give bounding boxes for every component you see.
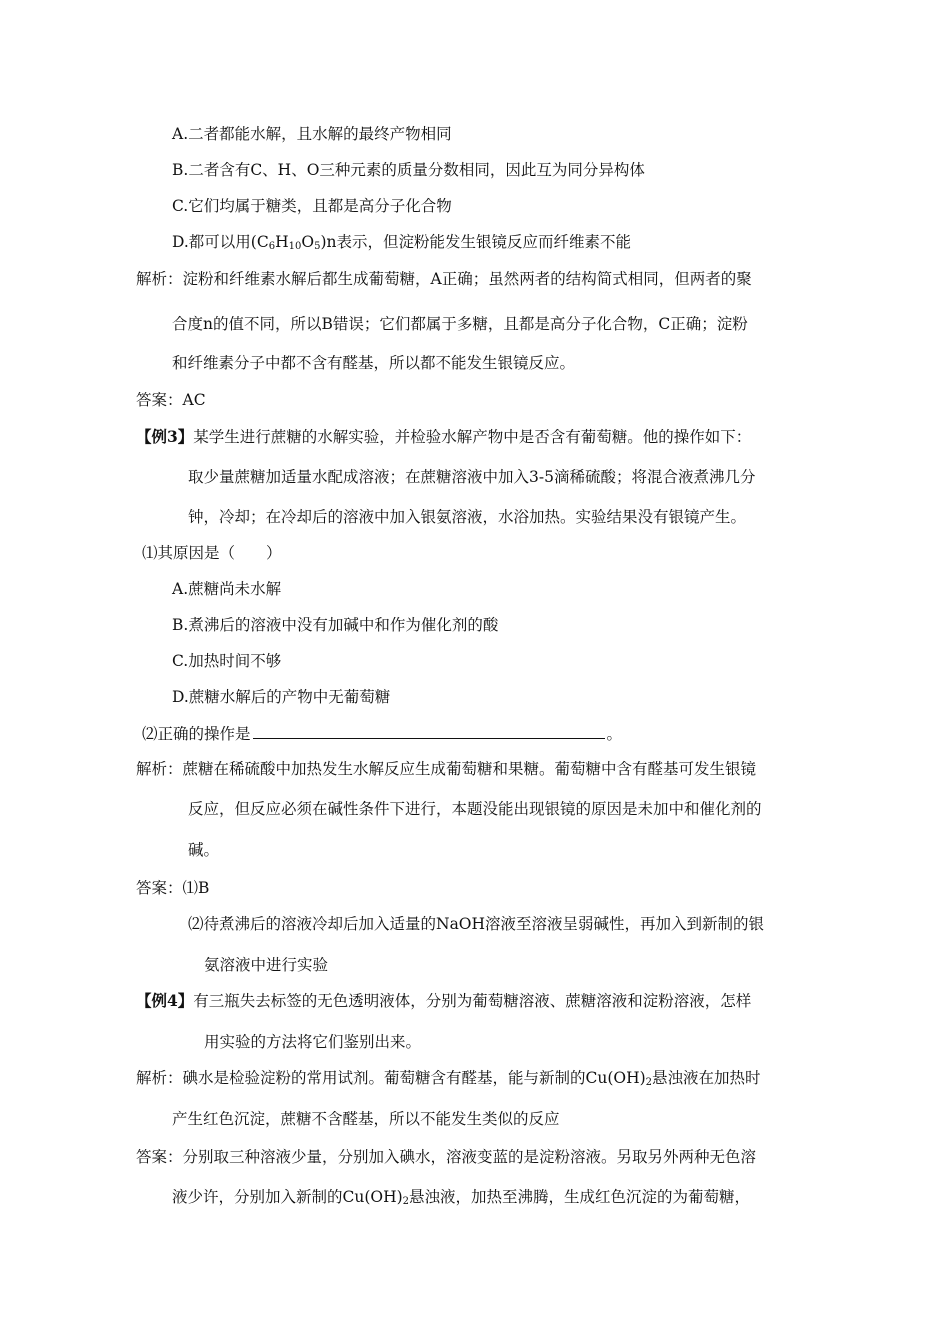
ex4-answer-line-1: 答案：分别取三种溶液少量，分别加入碘水，溶液变蓝的是淀粉溶液。另取另外两种无色溶 — [136, 1148, 757, 1166]
ex4-answer-line-2: 液少许，分别加入新制的$Cu(OH)_2$悬浊液，加热至沸腾，生成红色沉淀的为葡萄糖， — [172, 1188, 751, 1207]
ex3-tag: 【例3】 — [136, 427, 194, 446]
ex4-analysis-line-1: 解析：碘水是检验淀粉的常用试剂。葡萄糖含有醛基，能与新制的$Cu(OH)_2$悬浊液在加热时 — [136, 1069, 761, 1088]
ex3-question-line-3: 钟，冷却；在冷却后的溶液中加入银氨溶液，水浴加热。实验结果没有银镜产生。 — [188, 508, 747, 526]
ex3-analysis-line-1: 解析：蔗糖在稀硫酸中加热发生水解反应生成葡萄糖和果糖。葡萄糖中含有醛基可发生银镜 — [136, 760, 757, 778]
ex2-analysis-line-3: 和纤维素分子中都不含有醛基，所以都不能发生银镜反应。 — [172, 354, 576, 372]
ex2-analysis-line-1: 解析：淀粉和纤维素水解后都生成葡萄糖，A正确；虽然两者的结构简式相同，但两者的聚 — [136, 270, 752, 288]
ex3-answer-line-3: 氨溶液中进行实验 — [204, 956, 329, 974]
ex3-analysis-line-3: 碱。 — [188, 841, 220, 859]
ex3-option-a: A.蔗糖尚未水解 — [172, 580, 282, 598]
ex3-subquestion-2: ⑵正确的操作是 。 — [142, 725, 623, 743]
ex4-question-line-2: 用实验的方法将它们鉴别出来。 — [204, 1033, 422, 1051]
ex3-analysis-line-2: 反应，但反应必须在碱性条件下进行，本题没能出现银镜的原因是未加中和催化剂的 — [188, 800, 762, 818]
ex3-subquestion-1: ⑴其原因是（ ） — [142, 544, 282, 562]
ex2-option-d: D.都可以用$(C_6H_{10}O_5)n$表示，但淀粉能发生银镜反应而纤维素不能 — [172, 233, 631, 252]
ex3-question-line-2: 取少量蔗糖加适量水配成溶液；在蔗糖溶液中加入3-5滴稀硫酸；将混合液煮沸几分 — [188, 468, 756, 486]
ex4-tag: 【例4】 — [136, 991, 194, 1010]
ex2-answer: 答案：AC — [136, 391, 206, 409]
ex2-option-b: B.二者含有C、H、O三种元素的质量分数相同，因此互为同分异构体 — [172, 161, 645, 179]
ex4-analysis-line-2: 产生红色沉淀，蔗糖不含醛基，所以不能发生类似的反应 — [172, 1110, 560, 1128]
ex2-analysis-line-2: 合度n的值不同，所以B错误；它们都属于多糖，且都是高分子化合物，C正确；淀粉 — [172, 315, 748, 333]
ex3-question-line-1: 【例3】某学生进行蔗糖的水解实验，并检验水解产物中是否含有葡萄糖。他的操作如下： — [136, 427, 752, 446]
ex3-answer-line-2: ⑵待煮沸后的溶液冷却后加入适量的NaOH溶液至溶液呈弱碱性，再加入到新制的银 — [188, 915, 765, 933]
ex2-option-c: C.它们均属于糖类，且都是高分子化合物 — [172, 197, 452, 215]
ex3-option-c: C.加热时间不够 — [172, 652, 282, 670]
ex3-option-d: D.蔗糖水解后的产物中无葡萄糖 — [172, 688, 391, 706]
ex3-option-b: B.煮沸后的溶液中没有加碱中和作为催化剂的酸 — [172, 616, 499, 634]
ex2-option-a: A.二者都能水解，且水解的最终产物相同 — [172, 125, 452, 143]
answer-blank-line — [253, 723, 605, 739]
ex3-answer-line-1: 答案：⑴B — [136, 879, 210, 897]
ex4-question-line-1: 【例4】有三瓶失去标签的无色透明液体，分别为葡萄糖溶液、蔗糖溶液和淀粉溶液，怎样 — [136, 991, 752, 1010]
